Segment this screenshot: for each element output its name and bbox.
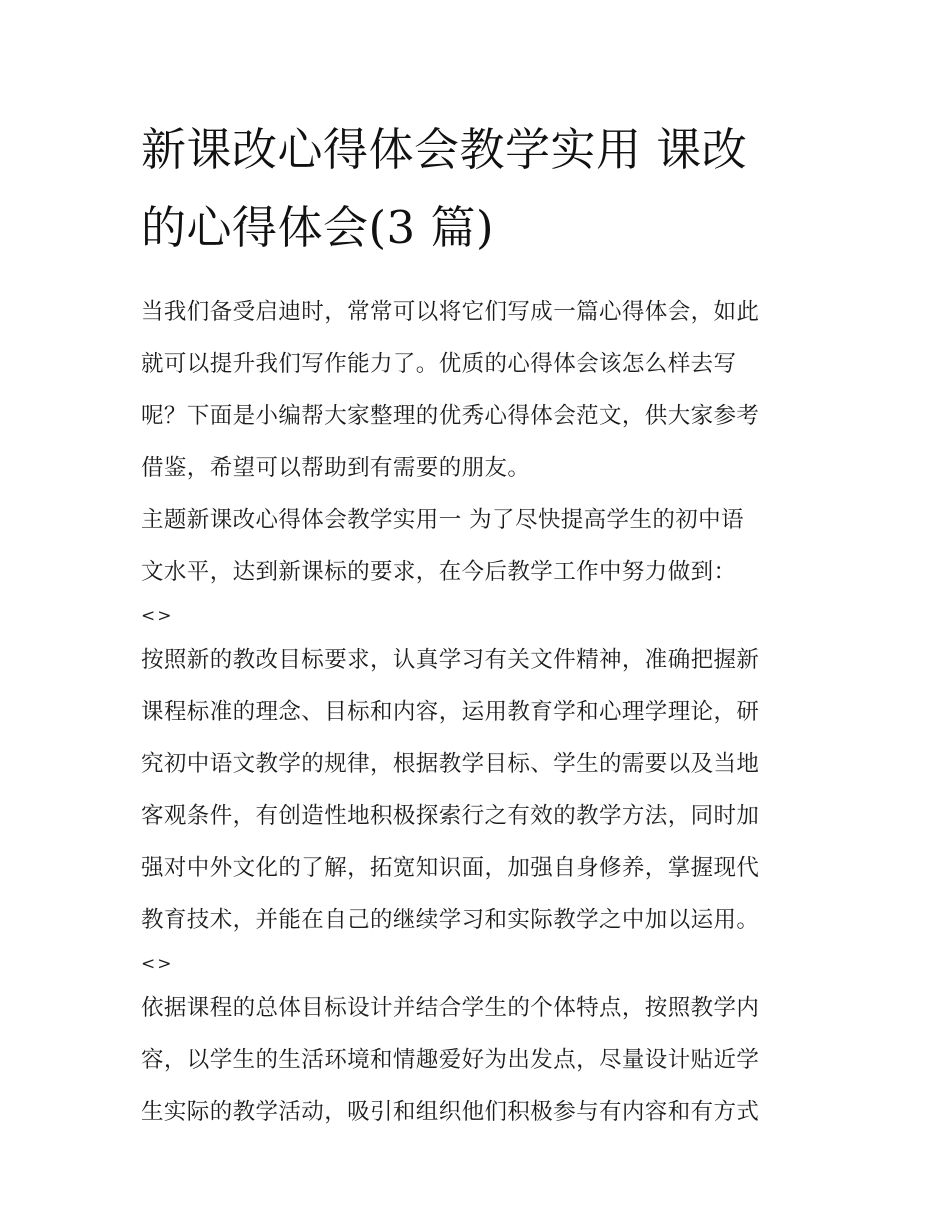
section-marker: <> — [141, 606, 174, 626]
section-marker: <> — [141, 954, 174, 974]
text-line: 文水平，达到新课标的要求，在今后教学工作中努力做到： — [141, 559, 737, 585]
text-line: 强对中外文化的了解，拓宽知识面，加强自身修养，掌握现代 — [141, 855, 760, 881]
title-line-1: 新课改心得体会教学实用 课改 — [141, 123, 748, 176]
intro-paragraph — [141, 286, 813, 494]
text-line: 依据课程的总体目标设计并结合学生的个体特点，按照教学内 — [141, 995, 760, 1021]
text-line: 呢？下面是小编帮大家整理的优秀心得体会范文，供大家参考 — [141, 403, 760, 429]
text-line: 客观条件，有创造性地积极探索行之有效的教学方法，同时加 — [141, 803, 760, 829]
document-body — [141, 286, 813, 1138]
document-page — [141, 112, 813, 1138]
title-line-2: 的心得体会(3 篇) — [141, 201, 495, 254]
text-line: 按照新的教改目标要求，认真学习有关文件精神，准确把握新 — [141, 647, 760, 673]
text-line: 主题新课改心得体会教学实用一 为了尽快提高学生的初中语 — [141, 507, 744, 533]
text-line: 教育技术，并能在自己的继续学习和实际教学之中加以运用。 — [141, 907, 760, 933]
theme-paragraph — [141, 494, 813, 598]
document-title — [141, 112, 813, 266]
paragraph-2 — [141, 982, 813, 1138]
text-line: 究初中语文教学的规律，根据教学目标、学生的需要以及当地 — [141, 751, 760, 777]
text-line: 借鉴，希望可以帮助到有需要的朋友。 — [141, 455, 531, 481]
paragraph-1 — [141, 634, 813, 946]
text-line: 容，以学生的生活环境和情趣爱好为出发点，尽量设计贴近学 — [141, 1047, 760, 1073]
text-line: 课程标准的理念、目标和内容，运用教育学和心理学理论，研 — [141, 699, 760, 725]
text-line: 当我们备受启迪时，常常可以将它们写成一篇心得体会，如此 — [141, 299, 760, 325]
text-line: 就可以提升我们写作能力了。优质的心得体会该怎么样去写 — [141, 351, 737, 377]
text-line: 生实际的教学活动，吸引和组织他们积极参与有内容和有方式 — [141, 1099, 760, 1125]
